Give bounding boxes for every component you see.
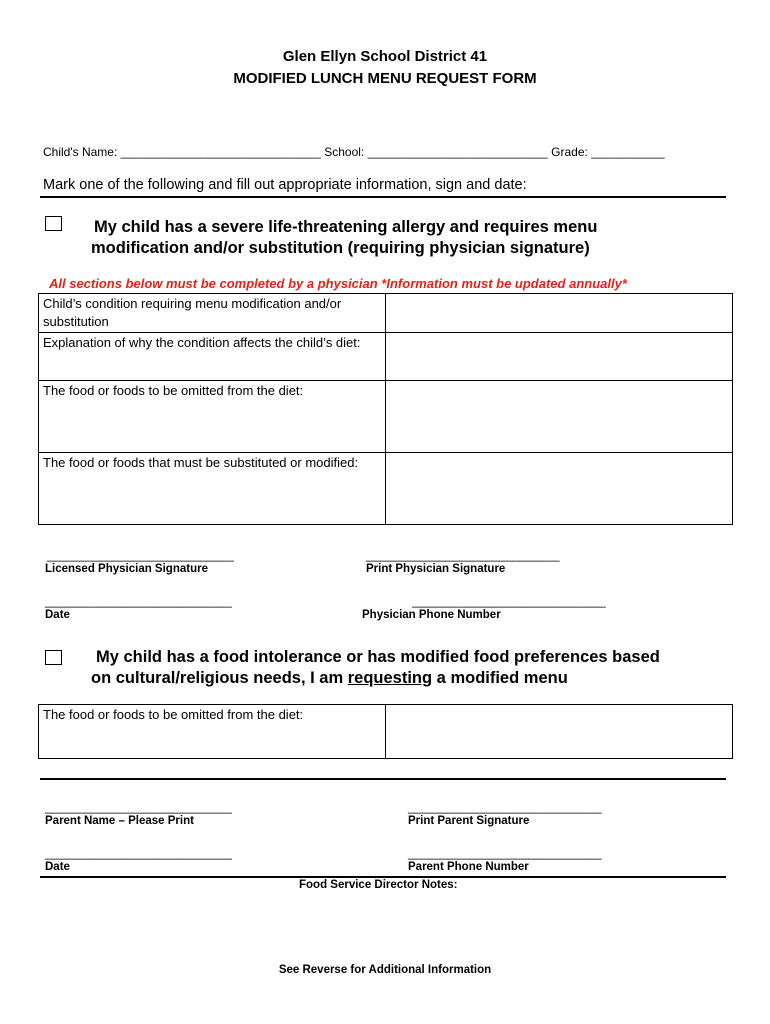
physician-signature-line[interactable]: ____________________________: [47, 548, 234, 562]
notes-rule: [40, 876, 726, 878]
table-row: [39, 381, 733, 453]
physician-info-table: [38, 293, 733, 525]
table-row: [39, 453, 733, 525]
omitted-foods-field-2[interactable]: [386, 705, 733, 759]
parent-signature-line[interactable]: _____________________________: [408, 800, 602, 814]
reverse-notice: See Reverse for Additional Information: [278, 964, 492, 976]
food-intolerance-option-line2: [91, 667, 568, 689]
omitted-foods-field[interactable]: [386, 381, 733, 453]
severe-allergy-option-line1: My child has a severe life-threatening allergy and requires menu: [94, 218, 598, 236]
substituted-foods-field[interactable]: [386, 453, 733, 525]
grade-label: Grade:: [551, 145, 588, 159]
option2-text-underlined: requesting: [347, 669, 433, 687]
omitted-foods-label: The food or foods to be omitted from the diet:: [39, 381, 386, 453]
print-physician-signature-label: Print Physician Signature: [366, 563, 506, 575]
physician-phone-label: Physician Phone Number: [362, 609, 501, 621]
school-label: School:: [324, 145, 365, 159]
severe-allergy-checkbox[interactable]: [45, 216, 62, 231]
childs-name-field[interactable]: ______________________________: [120, 145, 321, 159]
substituted-foods-label: The food or foods that must be substituted or modified:: [39, 453, 386, 525]
physician-required-note: All sections below must be completed by a physician *Information must be updated annually*: [49, 276, 627, 291]
section-rule: [40, 778, 726, 780]
print-parent-signature-label: Print Parent Signature: [408, 815, 530, 827]
school-field[interactable]: ___________________________: [367, 145, 548, 159]
food-intolerance-checkbox[interactable]: [45, 650, 62, 665]
omitted-foods-label-2: The food or foods to be omitted from the diet:: [39, 705, 386, 759]
instruction-rule: [40, 196, 726, 198]
physician-date-label: Date: [45, 609, 70, 621]
physician-date-line[interactable]: ____________________________: [45, 594, 232, 608]
option2-text-pre: on cultural/religious needs, I am: [91, 669, 348, 687]
childs-name-label: Child's Name:: [43, 145, 118, 159]
table-row: [39, 333, 733, 381]
grade-field[interactable]: ___________: [591, 145, 665, 159]
parent-phone-line[interactable]: _____________________________: [408, 846, 602, 860]
intolerance-table: [38, 704, 733, 759]
parent-name-label: Parent Name – Please Print: [45, 815, 194, 827]
physician-phone-line[interactable]: _____________________________: [412, 594, 606, 608]
option2-text-post: a modified menu: [432, 669, 568, 687]
food-intolerance-option-line1: My child has a food intolerance or has modified food preferences based: [96, 648, 660, 666]
print-physician-signature-line[interactable]: _____________________________: [366, 548, 560, 562]
condition-label: Child’s condition requiring menu modification and/or substitution: [39, 294, 386, 333]
district-name: Glen Ellyn School District 41: [282, 48, 488, 65]
table-row: [39, 705, 733, 759]
table-row: [39, 294, 733, 333]
condition-field[interactable]: [386, 294, 733, 333]
licensed-physician-signature-label: Licensed Physician Signature: [45, 563, 208, 575]
instruction-text: Mark one of the following and fill out appropriate information, sign and date:: [43, 177, 527, 193]
parent-phone-label: Parent Phone Number: [408, 861, 529, 873]
severe-allergy-option-line2: modification and/or substitution (requiring physician signature): [91, 239, 590, 257]
parent-date-line[interactable]: ____________________________: [45, 846, 232, 860]
explanation-label: Explanation of why the condition affects the child’s diet:: [39, 333, 386, 381]
explanation-field[interactable]: [386, 333, 733, 381]
parent-date-label: Date: [45, 861, 70, 873]
food-service-notes-label: Food Service Director Notes:: [299, 879, 458, 891]
form-title: MODIFIED LUNCH MENU REQUEST FORM: [233, 70, 537, 87]
student-fields-row: [43, 145, 665, 159]
parent-name-line[interactable]: ____________________________: [45, 800, 232, 814]
